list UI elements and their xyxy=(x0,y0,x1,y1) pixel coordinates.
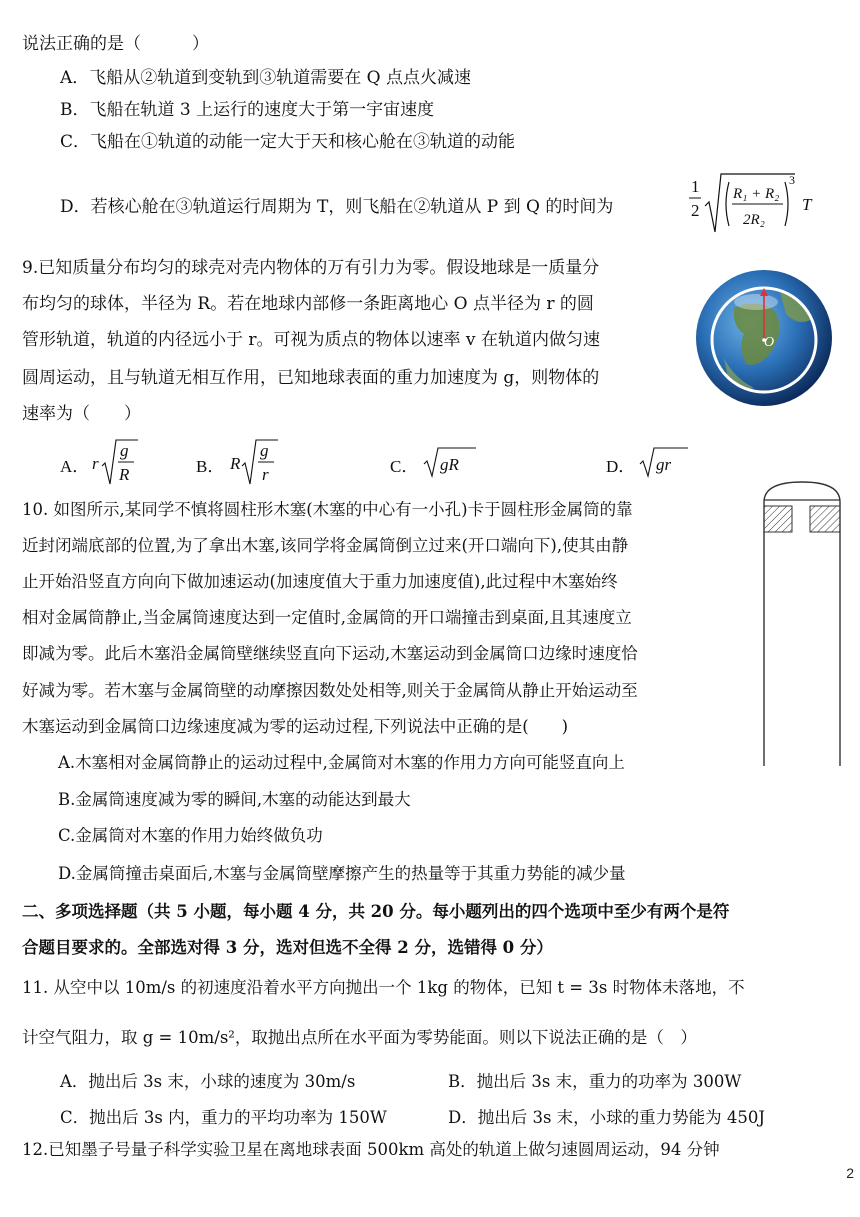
q9-line-3: 管形轨道，轨道的内径远小于 r。可视为质点的物体以速率 v 在轨道内做匀速 xyxy=(22,330,600,350)
q10-line-7: 木塞运动到金属筒口边缘速度减为零的运动过程,下列说法中正确的是( ) xyxy=(22,717,569,736)
formula-exp: 3 xyxy=(789,173,795,187)
earth-figure xyxy=(694,268,834,408)
formula-num: R₁ + R₂ xyxy=(733,186,780,202)
a-coef: r xyxy=(92,454,99,473)
q10-line-3: 止开始沿竖直方向向下做加速运动(加速度值大于重力加速度值),此过程中木塞始终 xyxy=(22,572,618,591)
q12-line-1: 12.已知墨子号量子科学实验卫星在离地球表面 500km 高处的轨道上做匀速圆周运动，94 分钟 xyxy=(22,1140,720,1159)
c-expr: gR xyxy=(440,455,459,474)
d-expr: gr xyxy=(656,455,672,474)
q10-option-c: C.金属筒对木塞的作用力始终做负功 xyxy=(58,826,323,845)
q9-option-d-label: D． xyxy=(606,457,636,476)
section2-header-line1: 二、多项选择题（共 5 小题，每小题 4 分，共 20 分。每小题列出的四个选项中至少有两个是符 xyxy=(22,902,730,921)
q11-line-2: 计空气阻力，取 g = 10m/s²，取抛出点所在水平面为零势能面。则以下说法正确的是（ ） xyxy=(22,1028,697,1047)
q9-line-4: 圆周运动，且与轨道无相互作用，已知地球表面的重力加速度为 g，则物体的 xyxy=(22,368,600,388)
q9-options xyxy=(60,436,820,488)
q8-option-d: D．若核心舱在③轨道运行周期为 T，则飞船在②轨道从 P 到 Q 的时间为 xyxy=(60,197,614,217)
b-num: g xyxy=(260,441,269,460)
page-number: 2 xyxy=(846,1165,854,1181)
q8-option-b: B．飞船在轨道 3 上运行的速度大于第一宇宙速度 xyxy=(60,100,435,120)
q10-option-b: B.金属筒速度减为零的瞬间,木塞的动能达到最大 xyxy=(58,790,411,809)
q9-option-a-label: A． xyxy=(60,457,90,476)
b-coef: R xyxy=(230,454,241,473)
q10-option-d: D.金属筒撞击桌面后,木塞与金属筒壁摩擦产生的热量等于其重力势能的减少量 xyxy=(58,864,626,883)
a-den: R xyxy=(119,465,130,484)
q10-line-6: 好减为零。若木塞与金属筒壁的动摩擦因数处处相等,则关于金属筒从静止开始运动至 xyxy=(22,681,638,700)
cork-left xyxy=(764,506,792,532)
cork-right xyxy=(810,506,840,532)
q8-option-a: A．飞船从②轨道到变轨到③轨道需要在 Q 点点火减速 xyxy=(60,68,472,88)
q10-line-2: 近封闭端底部的位置,为了拿出木塞,该同学将金属筒倒立过来(开口端向下),使其由静 xyxy=(22,536,629,555)
q10-line-5: 即减为零。此后木塞沿金属筒壁继续竖直向下运动,木塞运动到金属筒口边缘时速度恰 xyxy=(22,644,638,663)
q9-line-1: 9.已知质量分布均匀的球壳对壳内物体的万有引力为零。假设地球是一质量分 xyxy=(22,258,600,278)
q9-option-c-label: C． xyxy=(390,457,419,476)
a-num: g xyxy=(120,441,129,460)
q10-line-4: 相对金属筒静止,当金属筒速度达到一定值时,金属筒的开口端撞击到桌面,且其速度立 xyxy=(22,608,632,627)
q11-option-b: B．抛出后 3s 末，重力的功率为 300W xyxy=(448,1072,742,1091)
formula-tail: T xyxy=(802,195,812,214)
q11-line-1: 11. 从空中以 10m/s 的初速度沿着水平方向抛出一个 1kg 的物体，已知 t = 3s 时物体未落地，不 xyxy=(22,978,745,997)
q10-option-a: A.木塞相对金属筒静止的运动过程中,金属筒对木塞的作用力方向可能竖直向上 xyxy=(58,753,625,772)
q11-option-c: C．抛出后 3s 内，重力的平均功率为 150W xyxy=(60,1108,387,1127)
metal-cylinder-figure xyxy=(758,478,848,768)
q9-option-c-formula xyxy=(422,444,482,480)
q9-line-5: 速率为（ ） xyxy=(22,404,141,424)
q8-option-c: C．飞船在①轨道的动能一定大于天和核心舱在③轨道的动能 xyxy=(60,132,516,152)
b-den: r xyxy=(262,465,269,484)
q8-stem-tail: 说法正确的是（ ） xyxy=(22,34,209,54)
q11-option-d: D．抛出后 3s 末，小球的重力势能为 450J xyxy=(448,1108,766,1127)
q9-option-b-label: B． xyxy=(196,457,225,476)
q11-option-a: A．抛出后 3s 末，小球的速度为 30m/s xyxy=(60,1072,356,1091)
q9-option-d-formula xyxy=(638,444,698,480)
formula-den: 2R₂ xyxy=(743,212,765,228)
q9-option-b-formula xyxy=(228,436,288,488)
formula-half-den: 2 xyxy=(691,201,700,220)
section2-header-line2: 合题目要求的。全部选对得 3 分，选对但选不全得 2 分，选错得 0 分） xyxy=(22,938,553,957)
center-label-o: O xyxy=(764,335,775,350)
q10-line-1: 10. 如图所示,某同学不慎将圆柱形木塞(木塞的中心有一小孔)卡于圆柱形金属筒的靠 xyxy=(22,500,633,519)
q8-d-formula xyxy=(685,168,825,240)
q9-option-a-formula xyxy=(90,436,150,488)
formula-half-num: 1 xyxy=(691,177,700,196)
q9-line-2: 布均匀的球体，半径为 R。若在地球内部修一条距离地心 O 点半径为 r 的圆 xyxy=(22,294,594,314)
